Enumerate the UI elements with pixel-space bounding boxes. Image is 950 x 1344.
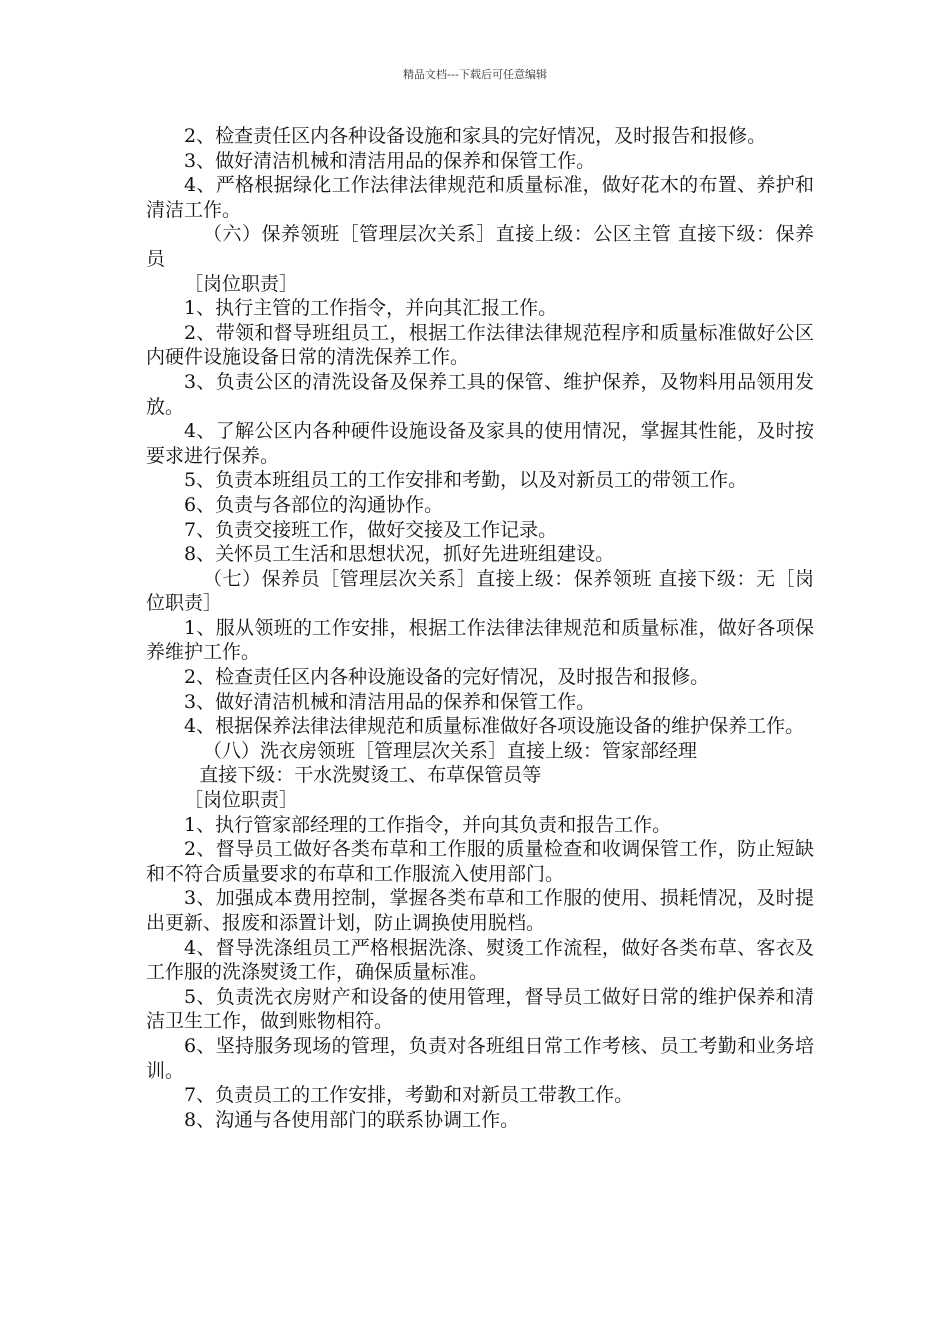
paragraph: 4、督导洗涤组员工严格根据洗涤、熨烫工作流程，做好各类布草、客衣及工作服的洗涤熨烫工作，确保质量标准。 bbox=[146, 936, 814, 984]
section-heading: （八）洗衣房领班［管理层次关系］直接上级：管家部经理 bbox=[203, 739, 698, 762]
paragraph: 7、负责交接班工作，做好交接及工作记录。 bbox=[184, 518, 558, 541]
paragraph: 2、检查责任区内各种设施设备的完好情况，及时报告和报修。 bbox=[184, 666, 710, 689]
page-header: 精品文档---下载后可任意编辑 bbox=[403, 68, 547, 81]
document-body bbox=[146, 124, 814, 1132]
paragraph: 5、负责本班组员工的工作安排和考勤，以及对新员工的带领工作。 bbox=[184, 469, 748, 492]
paragraph: 3、做好清洁机械和清洁用品的保养和保管工作。 bbox=[184, 149, 596, 172]
paragraph: 1、服从领班的工作安排，根据工作法律法律规范和质量标准，做好各项保养维护工作。 bbox=[146, 616, 814, 664]
paragraph: 3、加强成本费用控制，掌握各类布草和工作服的使用、损耗情况，及时提出更新、报废和添置计划，防止调换使用脱档。 bbox=[146, 887, 814, 934]
section-subheading: 直接下级：干水洗熨烫工、布草保管员等 bbox=[199, 764, 542, 787]
paragraph: 4、根据保养法律法律规范和质量标准做好各项设施设备的维护保养工作。 bbox=[184, 715, 805, 738]
section-heading: （六）保养领班［管理层次关系］直接上级：公区主管 直接下级：保养员 bbox=[146, 223, 814, 270]
paragraph: 2、督导员工做好各类布草和工作服的质量检查和收调保管工作，防止短缺和不符合质量要求的布草和工作服流入使用部门。 bbox=[146, 838, 814, 885]
section-heading: （七）保养员［管理层次关系］直接上级：保养领班 直接下级：无［岗位职责］ bbox=[146, 567, 814, 615]
paragraph: 4、严格根据绿化工作法律法律规范和质量标准，做好花木的布置、养护和清洁工作。 bbox=[146, 174, 814, 221]
paragraph: 1、执行主管的工作指令，并向其汇报工作。 bbox=[184, 297, 558, 320]
paragraph: 6、坚持服务现场的管理，负责对各班组日常工作考核、员工考勤和业务培训。 bbox=[146, 1034, 814, 1082]
paragraph: 5、负责洗衣房财产和设备的使用管理，督导员工做好日常的维护保养和清洁卫生工作，做到账物相符。 bbox=[146, 985, 814, 1033]
paragraph: 6、负责与各部位的沟通协作。 bbox=[184, 493, 444, 516]
section-label: ［岗位职责］ bbox=[184, 789, 299, 812]
paragraph: 3、做好清洁机械和清洁用品的保养和保管工作。 bbox=[184, 690, 596, 713]
section-label: ［岗位职责］ bbox=[184, 272, 299, 295]
paragraph: 8、沟通与各使用部门的联系协调工作。 bbox=[184, 1108, 520, 1131]
paragraph: 3、负责公区的清洗设备及保养工具的保管、维护保养，及物料用品领用发放。 bbox=[146, 370, 814, 418]
paragraph: 7、负责员工的工作安排，考勤和对新员工带教工作。 bbox=[184, 1084, 634, 1107]
paragraph: 2、带领和督导班组员工，根据工作法律法律规范程序和质量标准做好公区内硬件设施设备日常的清洗保养工作。 bbox=[146, 321, 814, 369]
paragraph: 2、检查责任区内各种设备设施和家具的完好情况，及时报告和报修。 bbox=[184, 125, 767, 147]
paragraph: 4、了解公区内各种硬件设施设备及家具的使用情况，掌握其性能，及时按要求进行保养。 bbox=[146, 420, 814, 467]
paragraph: 1、执行管家部经理的工作指令，并向其负责和报告工作。 bbox=[184, 813, 672, 836]
paragraph: 8、关怀员工生活和思想状况，抓好先进班组建设。 bbox=[184, 543, 615, 566]
